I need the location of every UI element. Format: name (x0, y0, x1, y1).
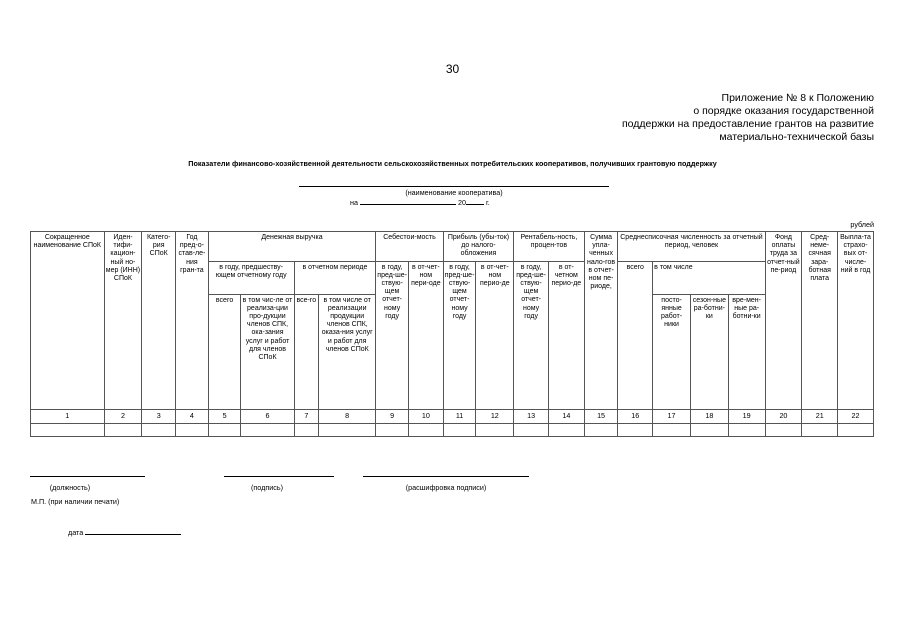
header-profitability-current: в от-четном перио-де (548, 261, 584, 409)
header-headcount-total: всего (618, 261, 653, 409)
data-cell[interactable] (476, 423, 514, 436)
column-number: 16 (618, 409, 653, 423)
header-headcount-permanent: посто-янные работ-ники (653, 294, 691, 409)
column-number: 11 (443, 409, 476, 423)
header-revenue: Денежная выручка (208, 232, 376, 262)
data-cell[interactable] (408, 423, 443, 436)
header-short-name: Сокращенное наименование СПоК (31, 232, 105, 410)
column-number: 3 (142, 409, 176, 423)
header-avg-salary: Сред-неме-сячная зара-ботная плата (802, 232, 838, 410)
decoding-caption: (расшифровка подписи) (405, 483, 487, 492)
header-profitability: Рентабель-ность, процен-тов (514, 232, 585, 262)
appendix-line-4: материально-технической базы (719, 131, 874, 143)
cooperative-name-field[interactable] (299, 186, 609, 187)
data-entry-row (31, 423, 874, 436)
column-number: 19 (728, 409, 765, 423)
cooperative-name-caption: (наименование кооператива) (405, 188, 503, 197)
header-revenue-cur-total: все-го (294, 294, 319, 409)
header-grant-year: Год пред-о- став-ле-ния гран-та (176, 232, 209, 410)
page-number: 30 (445, 62, 460, 76)
data-cell[interactable] (294, 423, 319, 436)
period-year-field[interactable] (466, 197, 484, 205)
date-line (68, 527, 181, 537)
column-number: 18 (690, 409, 728, 423)
header-headcount-temporary: вре-мен-ные ра-ботни-ки (728, 294, 765, 409)
header-insurance: Выпла-та страхо-вых от-числе-ний в год (838, 232, 874, 410)
date-field[interactable] (85, 527, 181, 535)
data-cell[interactable] (241, 423, 294, 436)
period-year-prefix: 20 (457, 198, 466, 207)
currency-unit: рублей (850, 220, 874, 229)
header-profit-prev-year: в году, пред-ше-ствую-щем отчет-ному году (443, 261, 476, 409)
header-revenue-prev-year: в году, предшеству-ющем отчетному году (208, 261, 294, 294)
column-number: 14 (548, 409, 584, 423)
column-number: 13 (514, 409, 549, 423)
column-number: 4 (176, 409, 209, 423)
header-taxes: Сумма упла-ченных нало-гов в отчет-ном пе-риоде, (584, 232, 618, 410)
column-numbers-row (31, 409, 874, 423)
header-inn: Иден-тифи-кацион-ный но-мер (ИНН) СПоК (104, 232, 142, 410)
data-cell[interactable] (208, 423, 241, 436)
data-cell[interactable] (319, 423, 376, 436)
column-number: 2 (104, 409, 142, 423)
header-headcount: Среднесписочная численность за отчетный период, человек (618, 232, 765, 262)
data-cell[interactable] (728, 423, 765, 436)
position-caption: (должность) (49, 483, 91, 492)
data-cell[interactable] (690, 423, 728, 436)
data-cell[interactable] (104, 423, 142, 436)
data-cell[interactable] (548, 423, 584, 436)
header-revenue-cur-including: в том числе от реализации продукции членов СПК, оказа-ния услуг и работ для членов СПоК (319, 294, 376, 409)
header-profit: Прибыль (убы-ток) до налого-обложения (443, 232, 514, 262)
header-cost: Себестои-мость (376, 232, 443, 262)
form-title: Показатели финансово-хозяйственной деятельности сельскохозяйственных потребительских кооперативов, получивших грантовую поддержку (188, 159, 717, 168)
header-payroll: Фонд оплаты труда за отчет-ный пе-риод (765, 232, 802, 410)
data-cell[interactable] (618, 423, 653, 436)
column-number: 7 (294, 409, 319, 423)
column-number: 8 (319, 409, 376, 423)
indicators-table (30, 231, 874, 437)
column-number: 22 (838, 409, 874, 423)
column-number: 9 (376, 409, 409, 423)
data-cell[interactable] (765, 423, 802, 436)
data-cell[interactable] (838, 423, 874, 436)
header-headcount-seasonal: сезон-ные ра-ботни-ки (690, 294, 728, 409)
date-label: дата (68, 528, 84, 537)
data-cell[interactable] (31, 423, 105, 436)
data-cell[interactable] (376, 423, 409, 436)
signature-field[interactable] (224, 476, 334, 477)
column-number: 12 (476, 409, 514, 423)
column-number: 17 (653, 409, 691, 423)
column-number: 1 (31, 409, 105, 423)
period-prefix: на (350, 198, 358, 207)
period-date-field[interactable] (360, 197, 456, 205)
header-headcount-including: в том числе (653, 261, 765, 294)
header-profit-current: в от-чет-ном перио-де (476, 261, 514, 409)
header-cost-prev-year: в году, пред-ше-ствую-щем отчет-ному году (376, 261, 409, 409)
column-number: 15 (584, 409, 618, 423)
data-cell[interactable] (514, 423, 549, 436)
column-number: 10 (408, 409, 443, 423)
appendix-line-2: о порядке оказания государственной (693, 105, 874, 117)
appendix-line-3: поддержки на предоставление грантов на развитие (621, 118, 874, 130)
column-number: 21 (802, 409, 838, 423)
header-cost-current: в от-чет-ном пери-оде (408, 261, 443, 409)
header-revenue-current: в отчетном периоде (294, 261, 376, 294)
data-cell[interactable] (443, 423, 476, 436)
period-line (350, 197, 490, 207)
data-cell[interactable] (142, 423, 176, 436)
data-cell[interactable] (653, 423, 691, 436)
stamp-note: М.П. (при наличии печати) (31, 497, 120, 506)
column-number: 5 (208, 409, 241, 423)
column-number: 6 (241, 409, 294, 423)
header-revenue-prev-including: в том чис-ле от реализа-ции про-дукции членов СПК, ока-зания услуг и работ для членов СПоК (241, 294, 294, 409)
period-suffix: г. (485, 198, 490, 207)
data-cell[interactable] (584, 423, 618, 436)
header-revenue-prev-total: всего (208, 294, 241, 409)
header-profitability-prev-year: в году, пред-ше-ствую-щем отчет-ному году (514, 261, 549, 409)
header-category: Катего-рия СПоК (142, 232, 176, 410)
data-cell[interactable] (802, 423, 838, 436)
appendix-line-1: Приложение № 8 к Положению (721, 92, 874, 104)
data-cell[interactable] (176, 423, 209, 436)
signature-caption: (подпись) (251, 483, 283, 492)
signature-decoding-field[interactable] (363, 476, 529, 477)
column-number: 20 (765, 409, 802, 423)
appendix-heading (622, 92, 874, 144)
position-field[interactable] (30, 476, 145, 477)
